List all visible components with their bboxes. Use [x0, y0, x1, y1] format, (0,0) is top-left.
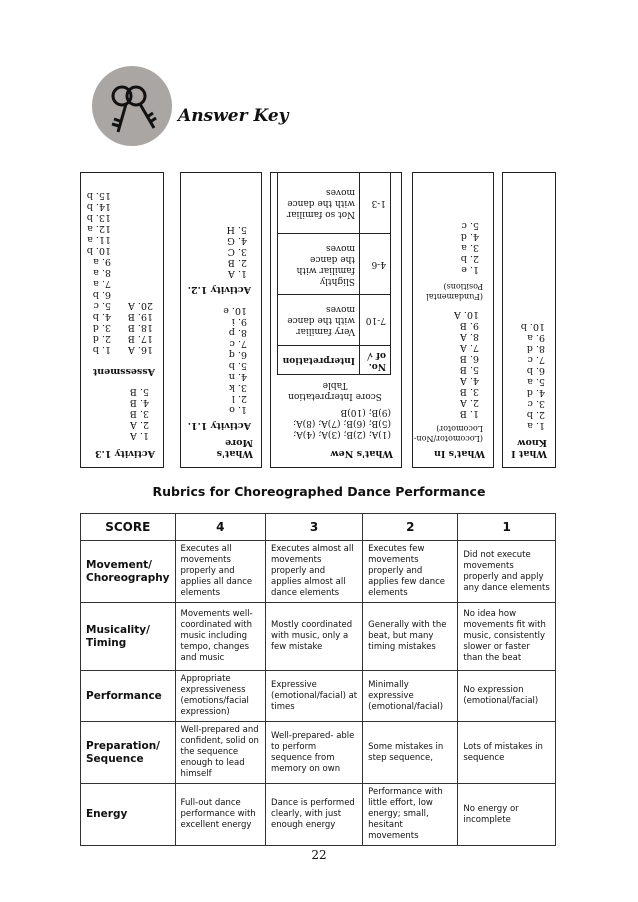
table-cell: Mostly coordinated with music, only a few mistake [266, 603, 363, 671]
table-cell: No expression (emotional/facial) [458, 671, 556, 722]
list-item: 5. B [129, 386, 149, 397]
list-item: 10. b [520, 321, 545, 332]
answer-box-whats-new [270, 172, 402, 468]
list-item: 8. a [93, 267, 111, 278]
assessment-heading: Assessment [92, 366, 155, 377]
answer-box-whats-more [180, 172, 262, 468]
list-item: 7. c [229, 338, 247, 349]
box-title: Activity 1.3 [94, 448, 155, 459]
list-item: 14. b [86, 201, 111, 212]
table-cell: No energy or incomplete [458, 784, 556, 846]
list-item: 3. C [227, 246, 247, 257]
list-item: 19. B [127, 311, 153, 322]
table-cell: Not so familiar with the dance moves [278, 173, 360, 234]
table-row [81, 603, 556, 671]
list-item: 6. q [228, 349, 247, 360]
list-item: 3. B [459, 386, 479, 397]
list-item: 4. b [92, 311, 111, 322]
table-cell: Appropriate expressiveness (emotions/facial expression) [175, 671, 266, 722]
table-row [81, 722, 556, 784]
list-item: 10. A [454, 309, 479, 320]
answer-box-activity13 [80, 172, 164, 468]
table-cell: Generally with the beat, but many timing mistakes [363, 603, 458, 671]
table-cell: Expressive (emotional/facial) at times [266, 671, 363, 722]
list-item: 10. e [223, 305, 247, 316]
list-item: 5. B [459, 364, 479, 375]
activity12-heading: Activity 1.2. [187, 284, 251, 295]
activity11-heading: Activity 1.1. [187, 420, 251, 431]
criterion-label: Preparation/ Sequence [81, 722, 176, 784]
table-header: SCORE [81, 514, 176, 541]
list-item: 9. i [231, 316, 247, 327]
list-item: 2. A [130, 419, 149, 430]
whats-new-answers: (1)A; (2)B; (3)A; (4)A; (5)B; (6)B; (7)A; (8)A; (9)B; (10)B [293, 407, 391, 439]
list-item: 3. a [461, 242, 479, 253]
list-item: 2. A [460, 397, 479, 408]
table-header: 4 [175, 514, 266, 541]
list-item: 2. d [92, 333, 111, 344]
list-item: 4. G [227, 235, 247, 246]
list-item: 5. b [228, 360, 247, 371]
list-item: 17. B [127, 333, 153, 344]
list-item: 2. B [227, 257, 247, 268]
table-cell: Executes few movements properly and applies few dance elements [363, 541, 458, 603]
table-cell: Executes almost all movements properly and applies almost all dance elements [266, 541, 363, 603]
table-header: 2 [363, 514, 458, 541]
list-item: 6. b [92, 289, 111, 300]
table-row [278, 295, 391, 346]
list-item: 5. c [461, 220, 479, 231]
list-item: 9. a [93, 256, 111, 267]
answer-box-whats-in [412, 172, 494, 468]
box-title: What's New [330, 448, 393, 459]
rubric-table [80, 513, 556, 846]
activity11-list [223, 305, 247, 415]
table-header: 1 [458, 514, 556, 541]
answer-box-what-i-know [502, 172, 556, 468]
assessment-col2 [128, 300, 153, 355]
table-cell: Lots of mistakes in sequence [458, 722, 556, 784]
what-i-know-list [521, 321, 545, 431]
list-item: 15. b [86, 190, 111, 201]
page-number: 22 [311, 848, 327, 862]
table-cell: Did not execute movements properly and apply any dance elements [458, 541, 556, 603]
keys-icon [92, 66, 172, 146]
criterion-label: Movement/ Choreography [81, 541, 176, 603]
list-item: 7. c [527, 354, 545, 365]
list-item: 4. d [526, 387, 545, 398]
table-row [81, 541, 556, 603]
list-item: 9. a [527, 332, 545, 343]
list-item: 1. e [461, 264, 479, 275]
list-item: 3. k [229, 382, 247, 393]
table-row [81, 784, 556, 846]
list-item: 11. a [87, 234, 111, 245]
criterion-label: Energy [81, 784, 176, 846]
list-item: 1. a [527, 420, 545, 431]
box-title: What's In [433, 448, 485, 459]
list-item: 5. a [527, 376, 545, 387]
table-cell: Minimally expressive (emotional/facial) [363, 671, 458, 722]
table-header-row [81, 514, 556, 541]
list-item: 9. B [459, 320, 479, 331]
list-item: 8. p [228, 327, 247, 338]
table-header: No. of √ [360, 346, 391, 375]
list-item: 6. b [526, 365, 545, 376]
list-item: 8. A [460, 331, 479, 342]
table-cell: Very familiar with the dance moves [278, 295, 360, 346]
table-cell: 7-10 [360, 295, 391, 346]
table-row [278, 173, 391, 234]
list-item: 7. A [460, 342, 479, 353]
box-title: What's More [216, 437, 253, 459]
table-row [81, 671, 556, 722]
list-item: 1. b [92, 344, 111, 355]
list-item: 20. A [128, 300, 153, 311]
list-item: 13. b [86, 212, 111, 223]
table-cell: Dance is performed clearly, with just enough energy [266, 784, 363, 846]
list-item: 4. A [460, 375, 479, 386]
table-header: Interpretation [278, 346, 360, 375]
table-row [278, 234, 391, 295]
list-item: 3. d [92, 322, 111, 333]
table-cell: Movements well-coordinated with music including tempo, changes and music [175, 603, 266, 671]
page-title: Answer Key [178, 106, 289, 126]
list-item: 2. b [460, 253, 479, 264]
list-item: 5. c [93, 300, 111, 311]
whats-in-list-2 [461, 220, 479, 275]
list-item: 16. A [128, 344, 153, 355]
list-item: 7. a [93, 278, 111, 289]
list-item: 12. a [87, 223, 111, 234]
criterion-label: Performance [81, 671, 176, 722]
whats-in-subtitle-2: (Fundamental Positions) [426, 282, 483, 301]
score-table-title: Score Interpretation Table [288, 380, 382, 401]
assessment-col1 [87, 190, 111, 355]
list-item: 8. d [526, 343, 545, 354]
list-item: 1. A [228, 268, 247, 279]
list-item: 18. B [127, 322, 153, 333]
table-cell: Executes all movements properly and applies all dance elements [175, 541, 266, 603]
table-cell: Some mistakes in step sequence, [363, 722, 458, 784]
list-item: 1. B [459, 408, 479, 419]
activity12-list [227, 224, 247, 279]
list-item: 6. B [459, 353, 479, 364]
table-cell: Slightly familiar with the dance moves [278, 234, 360, 295]
activity13-list [130, 386, 149, 441]
list-item: 4. B [129, 397, 149, 408]
list-item: 1. A [130, 430, 149, 441]
list-item: 4. d [460, 231, 479, 242]
list-item: 1. o [229, 404, 247, 415]
list-item: 2. b [526, 409, 545, 420]
list-item: 3. c [527, 398, 545, 409]
list-item: 5. H [226, 224, 247, 235]
table-cell: Well-prepared- able to perform sequence from memory on own [266, 722, 363, 784]
list-item: 10. b [86, 245, 111, 256]
list-item: 2. l [231, 393, 247, 404]
list-item: 4. n [228, 371, 247, 382]
score-interpretation-table [277, 172, 391, 375]
table-cell: No idea how movements fit with music, consistently slower or faster than the beat [458, 603, 556, 671]
rubric-title: Rubrics for Choreographed Dance Performance [152, 484, 486, 499]
table-cell: Well-prepared and confident, solid on the sequence enough to lead himself [175, 722, 266, 784]
list-item: 3. B [129, 408, 149, 419]
whats-in-list-1 [454, 309, 479, 419]
whats-in-subtitle: (Locomotor/Non-Locomotor) [413, 424, 483, 443]
table-cell: 4-6 [360, 234, 391, 295]
box-title: What I Know [511, 437, 547, 459]
table-cell: Full-out dance performance with excellent energy [175, 784, 266, 846]
table-header: 3 [266, 514, 363, 541]
table-cell: Performance with little effort, low energy; small, hesitant movements [363, 784, 458, 846]
criterion-label: Musicality/ Timing [81, 603, 176, 671]
table-cell: 1-3 [360, 173, 391, 234]
